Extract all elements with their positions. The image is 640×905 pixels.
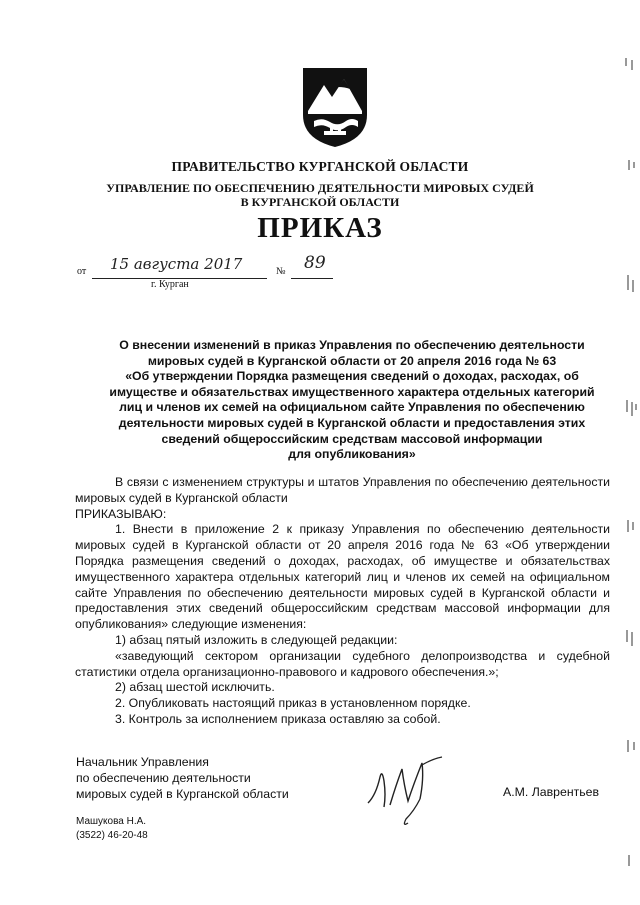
item-2: 2. Опубликовать настоящий приказ в установленном порядке.	[115, 696, 471, 711]
date-handwritten: 15 августа 2017	[110, 255, 243, 273]
executor-phone: (3522) 46-20-48	[76, 830, 148, 841]
item-1: 1. Внести в приложение 2 к приказу Управления по обеспечению деятельности мировых судей в Курганской области от 20 апреля 2016 года № 63 «Об утверждении Порядка размещения сведений о доходах, расходах, об имуществе и обязательствах имущественного характера отдельных категорий лиц и членов их семей на официальном сайте Управления по обеспечению деятельности мировых судей в Курганской области и предоставления этих сведений общероссийским средствам массовой информации для опубликования» следующие изменения:	[75, 522, 610, 632]
signatory-name: А.М. Лаврентьев	[503, 785, 600, 799]
title-line: мировых судей в Курганской области от 20 апреля 2016 года № 63	[147, 353, 557, 368]
title-line: для опубликования»	[288, 447, 416, 462]
signatory-position	[76, 754, 289, 802]
coat-of-arms-icon	[300, 65, 370, 149]
number-underline	[291, 277, 333, 279]
title-line: «Об утверждении Порядка размещения сведений о доходах, расходах, об	[125, 369, 579, 384]
government-name: ПРАВИТЕЛЬСТВО КУРГАНСКОЙ ОБЛАСТИ	[171, 159, 469, 174]
order-word: ПРИКАЗЫВАЮ:	[75, 506, 167, 521]
executor-info	[76, 815, 148, 843]
city: г. Курган	[151, 279, 189, 290]
department-line-1: УПРАВЛЕНИЕ ПО ОБЕСПЕЧЕНИЮ ДЕЯТЕЛЬНОСТИ МИРОВЫХ СУДЕЙ	[106, 181, 534, 195]
title-line: деятельности мировых судей в Курганской области и предоставления этих	[118, 415, 586, 430]
item-1-2: 2) абзац шестой исключить.	[115, 680, 275, 695]
number-label: №	[276, 266, 286, 277]
item-1-1: 1) абзац пятый изложить в следующей редакции:	[115, 632, 398, 647]
date-label: от	[77, 266, 87, 277]
position-line: Начальник Управления	[76, 755, 209, 769]
title-line: лиц и членов их семей на официальном сайте Управления по обеспечению	[119, 400, 585, 415]
department-name	[0, 181, 640, 209]
scan-margin-marks	[622, 0, 640, 905]
title-line: имуществе и обязательствах имущественного характера отдельных категорий	[109, 384, 595, 399]
item-1-1-quote: «заведующий сектором организации судебного делопроизводства и судебной статистики отдела организационно-правового и кадрового обеспечения.»;	[75, 648, 610, 679]
item-3: 3. Контроль за исполнением приказа оставляю за собой.	[115, 711, 441, 726]
executor-name: Машукова Н.А.	[76, 816, 147, 827]
title-line: О внесении изменений в приказ Управления по обеспечению деятельности	[119, 338, 585, 352]
title-line: сведений общероссийским средствам массовой информации	[161, 431, 543, 446]
signature-icon	[362, 755, 454, 835]
order-body	[75, 475, 610, 728]
number-handwritten: 89	[304, 253, 326, 273]
document-kind: ПРИКАЗ	[257, 212, 383, 244]
position-line: по обеспечению деятельности	[76, 771, 251, 785]
position-line: мировых судей в Курганской области	[76, 787, 289, 801]
intro-paragraph: В связи с изменением структуры и штатов Управления по обеспечению деятельности мировых судей в Курганской области	[75, 475, 610, 505]
order-title	[72, 338, 632, 463]
department-line-2: В КУРГАНСКОЙ ОБЛАСТИ	[240, 195, 400, 209]
